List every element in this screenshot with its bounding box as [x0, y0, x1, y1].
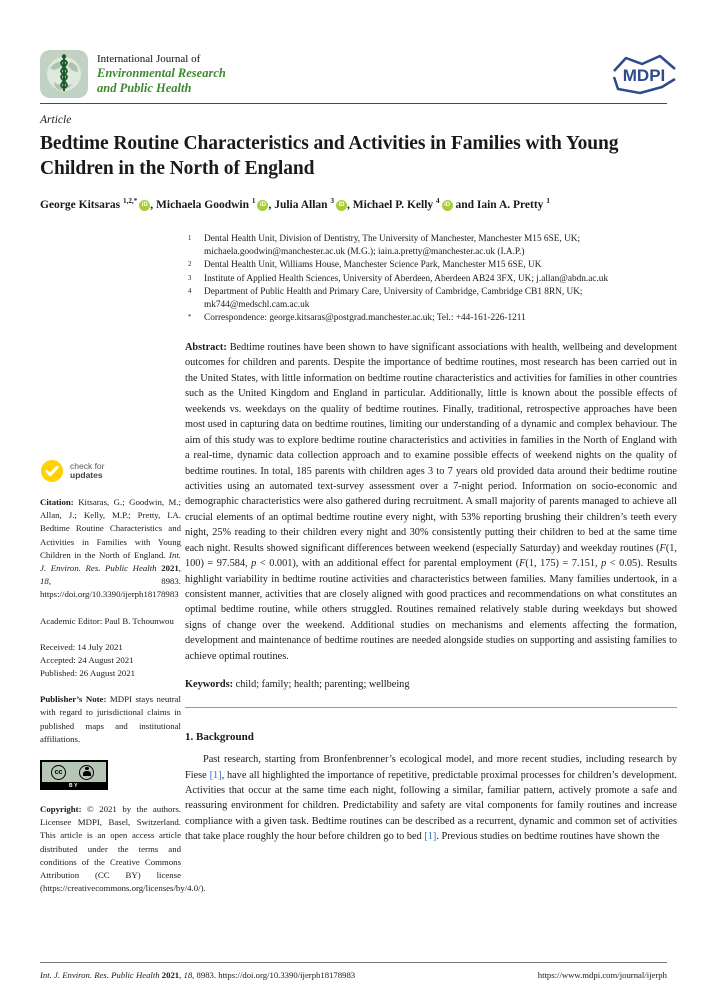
text-segment: Int. J. Environ. Res. Public Health: [40, 549, 181, 573]
text-segment: 1: [546, 197, 550, 206]
received-date: Received: 14 July 2021: [40, 641, 123, 652]
text-segment: Copyright:: [40, 804, 88, 814]
affiliation-row: [188, 286, 677, 312]
affiliation-text: Department of Public Health and Primary Care, University of Cambridge, Cambridge CB1 8RN, UK; mk744@medschl.cam.ac.uk: [204, 286, 583, 310]
orcid-icon[interactable]: iD: [139, 200, 150, 211]
text-segment: , Michaela Goodwin: [150, 199, 252, 211]
orcid-icon[interactable]: iD: [442, 200, 453, 211]
text-segment: < 0.05). Results highlight variability in bedtime routine activities and characteristics between families. Many families undertook, in a consistent manner, activities that are closely aligned with good practices and recommendations on what constitutes an optimal bedtime routine, while others struggled. Routines remained relatively stable during weekdays but showed signs of change over the weekend. Additional studies on mechanisms and elements affecting the formation, development and maintenance of bedtime routines are needed alongside studies on supporting and assisting families to achieve optimal routines.: [185, 558, 678, 662]
link-text[interactable]: https://doi.org/10.3390/ijerph18178983: [218, 970, 356, 980]
cc-license-badge[interactable]: [40, 760, 108, 790]
text-segment: Past research, starting from Bronfenbrenner’s ecological model, and more recent studies, including research by Fiese: [185, 754, 677, 781]
text-segment: 2021: [161, 970, 180, 980]
orcid-icon[interactable]: iD: [336, 200, 347, 211]
mdpi-logo-icon[interactable]: [609, 52, 679, 96]
text-segment: p: [251, 558, 257, 570]
text-segment: , Julia Allan: [268, 199, 331, 211]
text-segment: MDPI stays neutral with regard to jurisdictional claims in published maps and institutional affiliations.: [40, 694, 181, 744]
header-divider: [40, 103, 667, 104]
text-segment: Bedtime routines have been shown to have significant associations with health, wellbeing and development outcomes for children and parents. Despite the importance of bedtime routines, most research has been carried out in the United States, with little information on bedtime routine characteristics and activities for families in other countries such as the United Kingdom and England in particular. Additionally, little is known about the possible effects of weekends vs. weekdays on the quality of bedtime routines. Finally, traditional, retrospective approaches have been most used in capturing data on bedtime routines, limiting our understanding of a dynamic and complex behaviour. The aim of this study was to explore bedtime routine characteristics and activities in families in the North of England with a real-time, dynamic data collection approach and to examine possible effects of weekend nights on the quality of bedtime routines. In total, 185 parents with children ages 3 to 7 years old provided data around their bedtime routine activities using an automated text-survey assessment over a 7-night period. Information on socio-economic and demographic characteristics were also gathered during recruitment. A small majority of parents managed to achieve all crucial elements of an optimal bedtime routine every night, with 53% reporting brushing their children’s teeth every night, 25% reading to their children every night and 30% consistently putting their children to bed at the same time each night. Results showed significant differences between weekend (especially Saturday) and weekday routines (: [185, 342, 678, 554]
affiliation-text: Dental Health Unit, Division of Dentistry, The University of Manchester, Manchester M15 6SE, UK; michaela.goodwin@manchester.ac.uk (M.G.); iain.a.pretty@manchester.ac.uk (I.A.P.): [204, 234, 581, 258]
text-segment: p: [601, 558, 607, 570]
body-paragraph: [185, 752, 677, 845]
academic-editor: Academic Editor: Paul B. Tchounwou: [40, 615, 174, 626]
text-segment: , 8983.: [48, 576, 181, 587]
link-text[interactable]: https://www.mdpi.com/journal/ijerph: [537, 970, 667, 980]
text-segment: ).: [200, 883, 206, 894]
citation-block: [40, 496, 181, 602]
text-segment: 18: [183, 970, 193, 980]
link-text[interactable]: https://doi.org/10.3390/ijerph18178983: [40, 589, 179, 600]
text-segment: (1, 175) = 7.151,: [525, 558, 602, 570]
text-segment: George Kitsaras: [40, 199, 124, 211]
affiliation-text: Dental Health Unit, Williams House, Manchester Science Park, Manchester M15 6SE, UK: [204, 260, 542, 271]
text-segment: child; family; health; parenting; wellbeing: [235, 679, 410, 691]
text-segment: Kitsaras, G.; Goodwin, M.; Allan, J.; Kelly, M.P.; Pretty, I.A. Bedtime Routine Characteristics and Activities in Families with Young Children in the North of England.: [40, 497, 181, 560]
reference-link[interactable]: [1]: [424, 831, 437, 843]
accepted-date: Accepted: 24 August 2021: [40, 654, 134, 665]
text-segment: , have all highlighted the importance of repetitive, predictable proximal processes for children’s development. Activities that occur at the same time each night, following a similar, familiar pattern, actively promote a safe and reassuring environment for children. Predictability and safety are vital components for family routines and increase compliance with a given task. Bedtime routines can be described as a recurrent, dynamic and common set of activities that take place roughly the hour before children go to bed: [185, 769, 678, 843]
text-segment: © 2021 by the authors. Licensee MDPI, Basel, Switzerland. This article is an open access article distributed under the terms and conditions of the Creative Commons Attribution (CC BY) license (: [40, 804, 181, 894]
text-segment: Abstract:: [185, 342, 230, 353]
sidebar: [40, 459, 206, 895]
affiliation-marker: 2: [188, 261, 192, 269]
text-segment: and Iain A. Pretty: [452, 199, 547, 211]
check-for-updates-badge[interactable]: [40, 459, 181, 483]
footer-journal-url: [538, 970, 667, 980]
text-segment: , Michael P. Kelly: [347, 199, 437, 211]
journal-title: [97, 53, 226, 95]
text-segment: ,: [179, 970, 184, 980]
person-icon: [79, 765, 92, 778]
cc-icon: cc: [51, 765, 66, 780]
article-type-label: Article: [40, 114, 72, 126]
text-segment: Keywords:: [185, 679, 236, 691]
text-segment: . Previous studies on bedtime routines have shown the: [436, 831, 660, 843]
affiliation-marker: *: [188, 314, 192, 322]
svg-text:MDPI: MDPI: [622, 66, 666, 85]
reference-link[interactable]: [1]: [209, 769, 222, 781]
cc-by-label: BY: [40, 782, 108, 790]
text-segment: F: [519, 558, 526, 570]
affiliation-marker: 4: [188, 287, 192, 295]
link-text[interactable]: https://creativecommons.org/licenses/by/4.0/: [42, 883, 201, 894]
publisher-note: [40, 693, 181, 746]
affiliation-row: [188, 259, 677, 272]
orcid-icon[interactable]: iD: [257, 200, 268, 211]
footer-divider: [40, 962, 667, 963]
affiliation-text: Institute of Applied Health Sciences, University of Aberdeen, Aberdeen AB24 3FX, UK; j.allan@abdn.ac.uk: [204, 273, 609, 284]
affiliation-marker: 1: [188, 235, 192, 242]
copyright-block: [40, 803, 206, 895]
main-column: [185, 340, 677, 845]
journal-title-green-2: and Public Health: [97, 80, 192, 95]
journal-title-green-1: Environmental Research: [97, 66, 226, 81]
text-segment: ,: [178, 562, 181, 573]
affiliation-row: [188, 273, 677, 286]
affiliation-text: Correspondence: george.kitsaras@postgrad.manchester.ac.uk; Tel.: +44-161-226-1211: [204, 313, 526, 324]
text-segment: 3: [330, 197, 335, 206]
text-segment: (1, 100) = 97.584,: [185, 542, 677, 570]
check-for-updates-label: check for updates: [70, 460, 105, 480]
text-segment: 1,2,*: [123, 197, 138, 206]
keywords-divider: [185, 707, 677, 708]
authors-line: [40, 199, 700, 211]
text-segment: 2021: [161, 562, 179, 573]
text-segment: Int. J. Environ. Res. Public Health: [40, 970, 162, 980]
text-segment: 1: [251, 197, 256, 206]
journal-title-top: International Journal of: [97, 53, 201, 65]
page-title: Bedtime Routine Characteristics and Activities in Families with Young Children in the North of England: [40, 133, 619, 179]
text-segment: Citation:: [40, 497, 79, 507]
affiliation-row: [188, 312, 677, 325]
dates-block: [40, 641, 181, 681]
text-segment: 4: [436, 197, 440, 206]
text-segment: < 0.001), with an additional effect for parental employment (: [256, 558, 520, 570]
affiliation-marker: 3: [188, 274, 192, 282]
keywords: [185, 677, 677, 692]
check-icon: [40, 459, 64, 483]
text-segment: 18: [40, 576, 49, 587]
text-segment: , 8983.: [192, 970, 219, 980]
affiliation-row: [188, 233, 677, 259]
published-date: Published: 26 August 2021: [40, 668, 136, 679]
abstract: [185, 340, 677, 664]
journal-logo-icon: [40, 50, 88, 98]
text-segment: F: [659, 542, 666, 554]
footer-citation: [40, 970, 355, 980]
affiliations: [188, 233, 677, 325]
text-segment: Publisher’s Note:: [40, 694, 110, 705]
section-heading: 1. Background: [185, 730, 254, 743]
